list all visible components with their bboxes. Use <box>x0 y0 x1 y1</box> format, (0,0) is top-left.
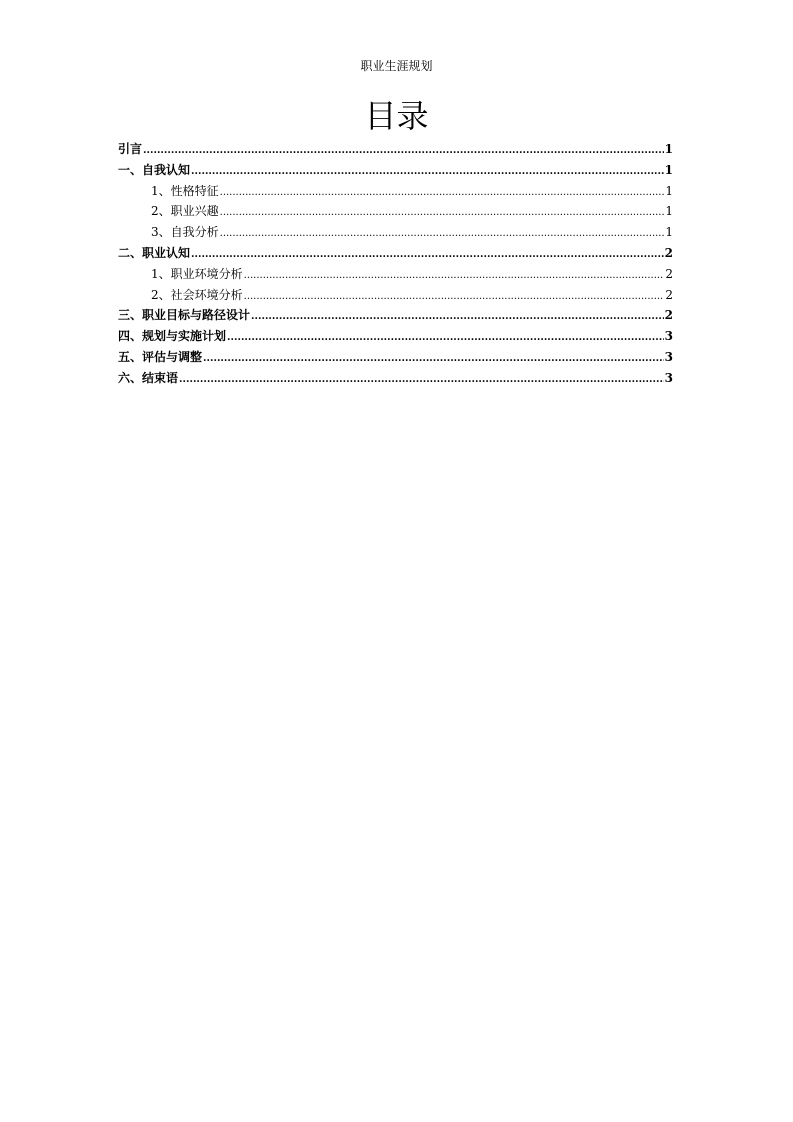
toc-leader-dots <box>220 203 665 224</box>
toc-entry-intro[interactable] <box>118 139 673 160</box>
toc-leader-dots <box>220 183 665 204</box>
toc-leader-dots <box>179 370 664 391</box>
toc-entry-label: 引言 <box>118 142 143 156</box>
toc-leader-dots <box>244 266 665 287</box>
toc-entry-page: 1 <box>665 183 673 198</box>
toc-entry-self-awareness[interactable] <box>118 160 673 181</box>
toc-entry-career-awareness[interactable] <box>118 243 673 264</box>
toc-entry-conclusion[interactable] <box>118 368 673 389</box>
toc-entry-page: 2 <box>665 287 673 302</box>
toc-entry-label: 六、结束语 <box>118 370 179 385</box>
toc-entry-label: 一、自我认知 <box>118 162 191 177</box>
toc-leader-dots <box>220 224 665 245</box>
toc-entry-page: 3 <box>664 370 673 385</box>
toc-entry-label: 四、规划与实施计划 <box>118 329 227 344</box>
toc-entry-career-goals[interactable] <box>118 305 673 326</box>
toc-entry-label: 2、社会环境分析 <box>151 287 243 302</box>
toc-entry-label: 三、职业目标与路径设计 <box>118 308 251 323</box>
toc-entry-planning[interactable] <box>118 326 673 347</box>
toc-leader-dots <box>143 141 664 162</box>
toc-entry-label: 1、职业环境分析 <box>151 266 243 281</box>
toc-entry-personality[interactable] <box>118 181 673 202</box>
toc-leader-dots <box>191 162 664 183</box>
toc-entry-label: 五、评估与调整 <box>118 349 203 364</box>
toc-entry-label: 2、职业兴趣 <box>151 204 219 219</box>
toc-entry-page: 2 <box>664 245 673 260</box>
toc-entry-career-interest[interactable] <box>118 201 673 222</box>
toc-entry-page: 3 <box>664 349 673 364</box>
toc-leader-dots <box>203 349 664 370</box>
toc-entry-label: 二、职业认知 <box>118 245 191 260</box>
toc-leader-dots <box>244 287 665 308</box>
toc-title: 目录 <box>364 97 429 135</box>
toc-entry-page: 2 <box>664 308 673 323</box>
toc-leader-dots <box>251 307 664 328</box>
toc-entry-page: 1 <box>664 142 673 156</box>
toc-leader-dots <box>191 245 664 266</box>
toc-entry-page: 1 <box>665 204 673 219</box>
toc-entry-label: 3、自我分析 <box>151 225 219 240</box>
toc-leader-dots <box>227 328 664 349</box>
toc-entry-page: 1 <box>664 162 673 177</box>
toc-entry-evaluation[interactable] <box>118 347 673 368</box>
toc-entry-career-environment[interactable] <box>118 264 673 285</box>
toc-entry-page: 3 <box>664 329 673 344</box>
toc-entry-social-environment[interactable] <box>118 285 673 306</box>
toc-entry-page: 1 <box>665 225 673 240</box>
table-of-contents <box>118 139 673 389</box>
page-header: 职业生涯规划 <box>360 59 433 73</box>
toc-entry-self-analysis[interactable] <box>118 222 673 243</box>
toc-entry-page: 2 <box>665 266 673 281</box>
toc-entry-label: 1、性格特征 <box>151 183 219 198</box>
